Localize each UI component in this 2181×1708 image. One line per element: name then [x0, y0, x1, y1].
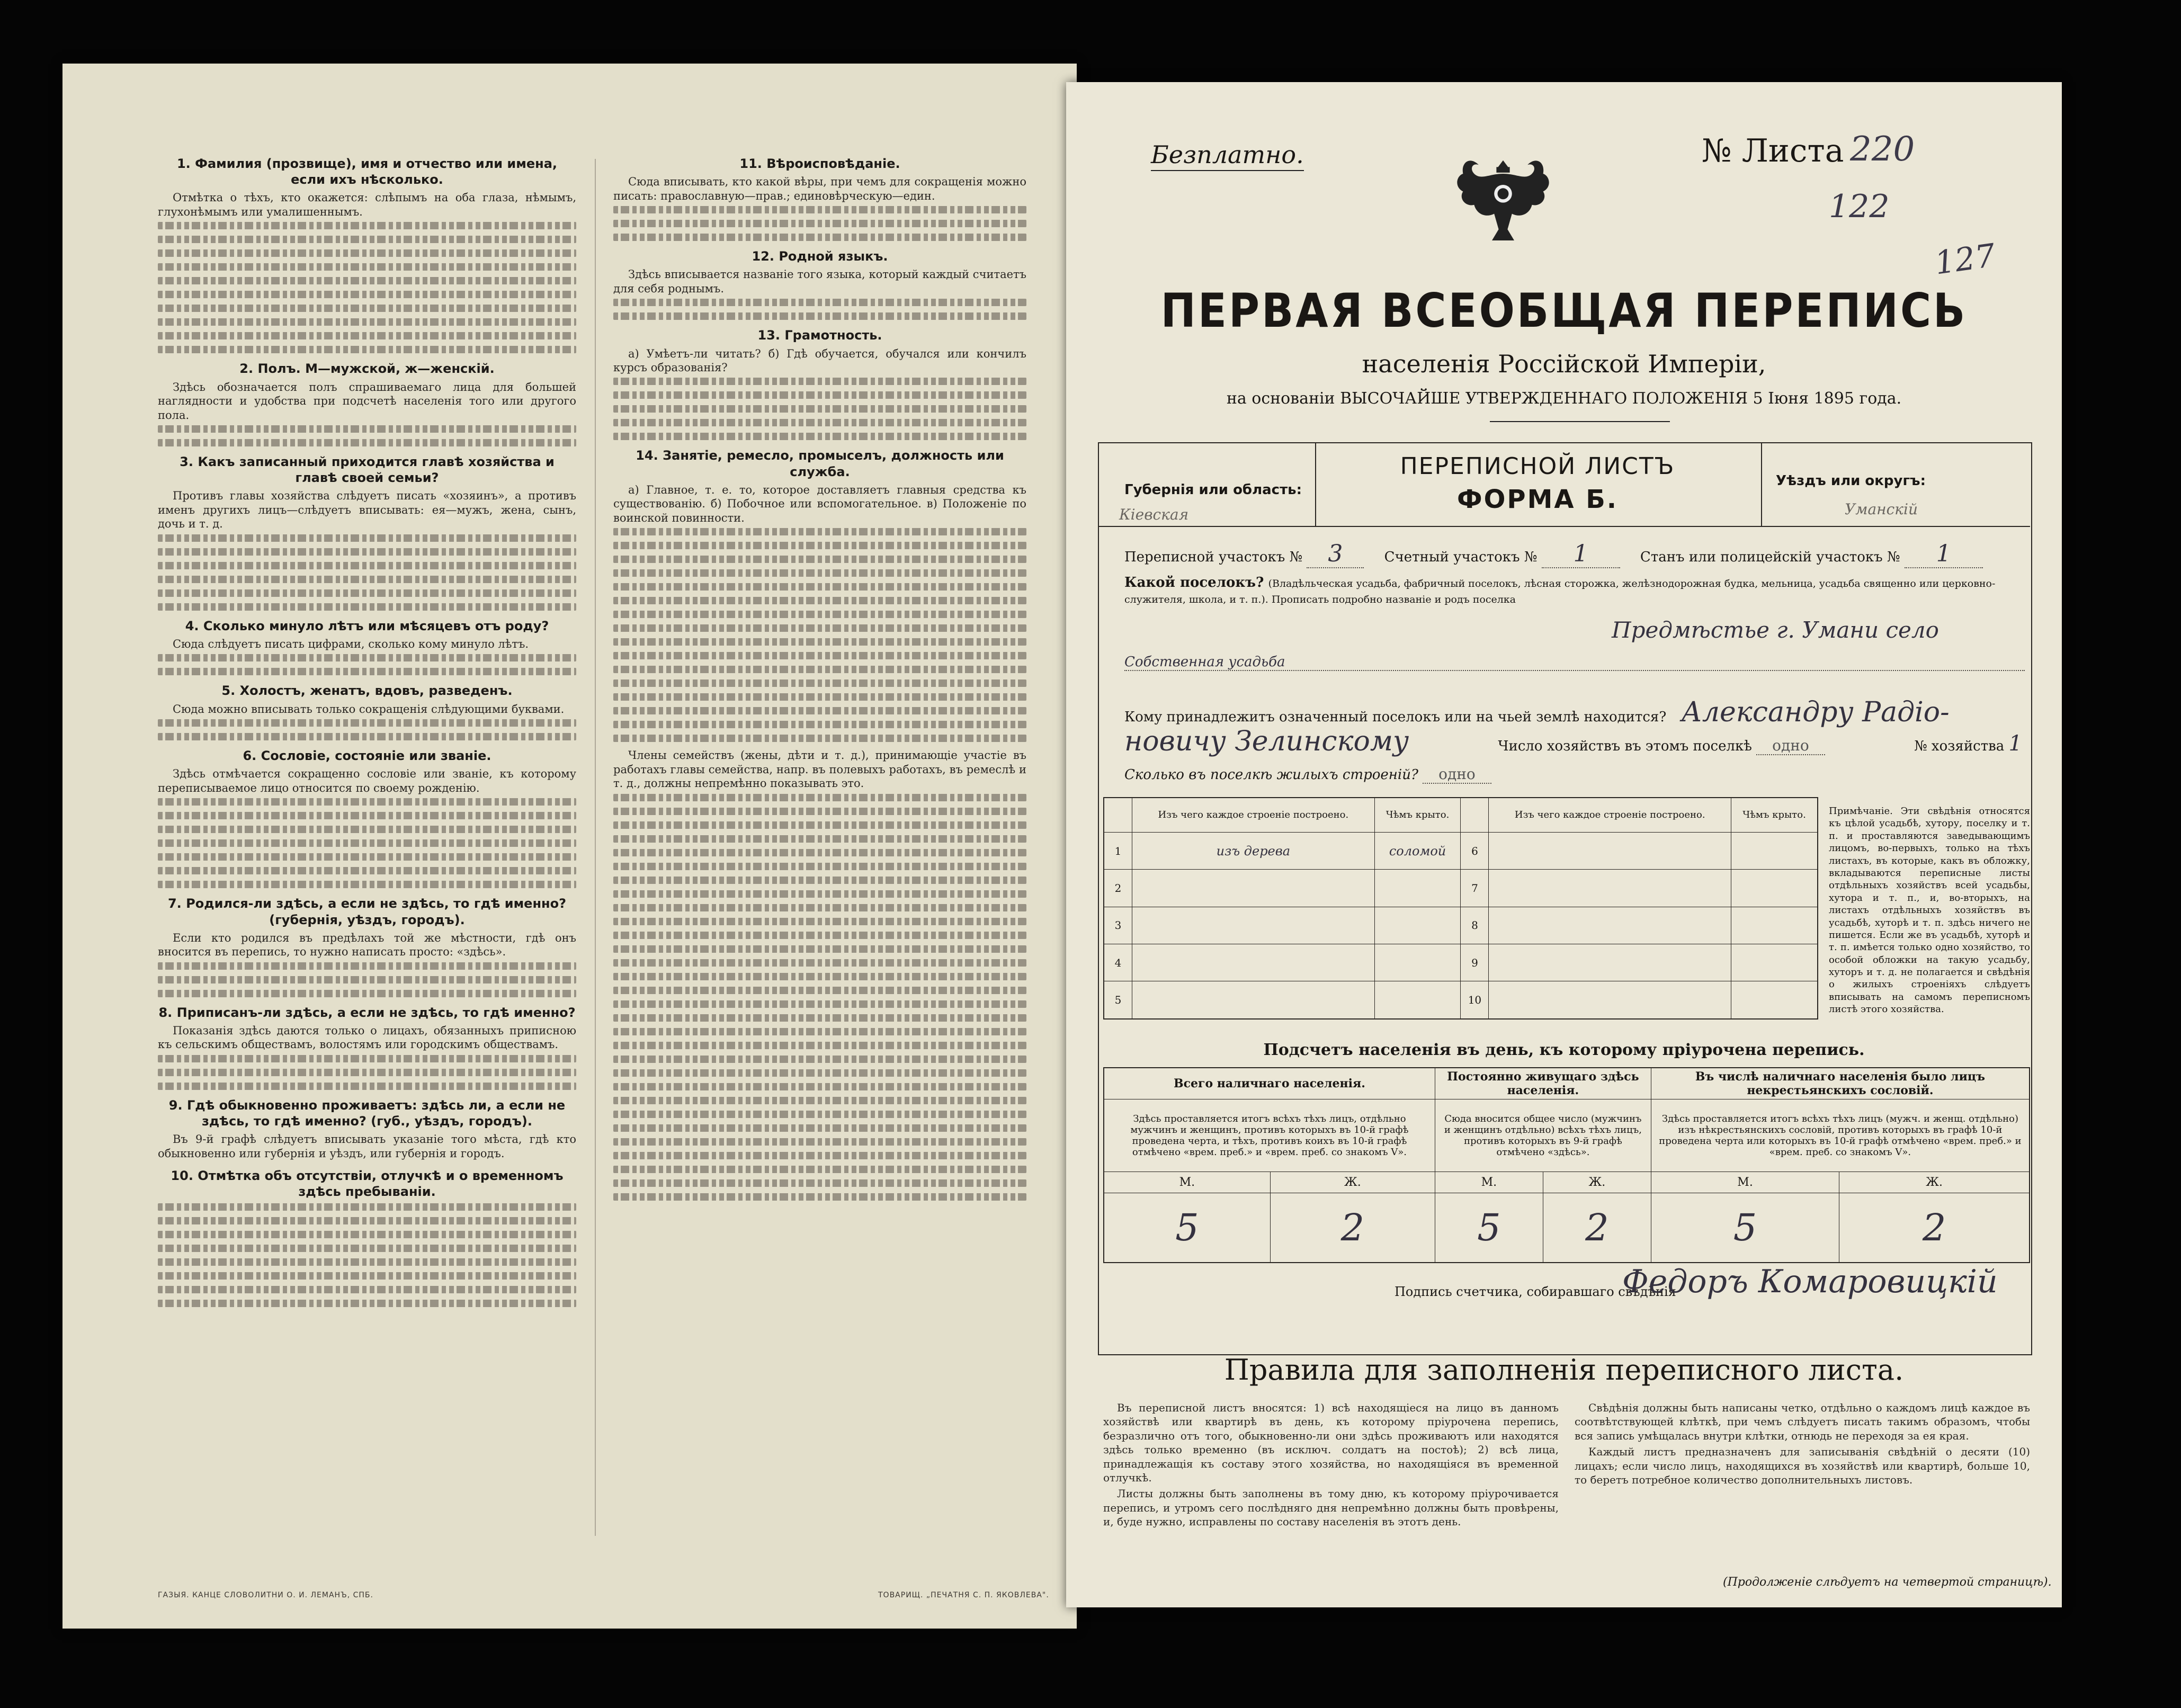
text-line [158, 853, 576, 861]
column-header: Постоянно живущаго здѣсь населенія. [1435, 1068, 1651, 1099]
owner-value-line-2: новичу Зелинскому [1124, 726, 1409, 757]
section-text: Показанія здѣсь даются только о лицахъ, обязанныхъ приписною къ сельскимъ обществамъ, волостямъ или городскимъ обществамъ. [158, 1024, 576, 1051]
buildings-table [1103, 797, 1818, 1020]
text-line [613, 638, 1026, 646]
form-header-divider [1098, 526, 2030, 527]
text-line [613, 808, 1026, 815]
table-row [1104, 832, 1818, 869]
text-line [613, 693, 1026, 701]
district-label: Уѣздъ или округъ: [1776, 473, 1926, 489]
census-subtitle: населенія Россійской Имперіи, [1362, 350, 1766, 378]
households-label: Число хозяйствъ въ этомъ поселкѣ [1498, 738, 1752, 754]
free-of-charge-label: Безплатно. [1151, 140, 1304, 171]
settlement-value-row [1124, 617, 1939, 648]
column-header: Чѣмъ крыто. [1731, 798, 1818, 832]
police-district-label: Станъ или полицейскій участокъ № [1640, 549, 1900, 565]
text-line [158, 534, 576, 542]
text-line [613, 1124, 1026, 1132]
row-number: 2 [1104, 870, 1132, 907]
enumerator-signature: Федоръ Комаровицкій [1622, 1263, 1998, 1300]
text-line [158, 589, 576, 597]
section-heading: 6. Сословіе, состояніе или званіе. [243, 748, 491, 764]
table-row [1104, 870, 1818, 907]
text-line [613, 863, 1026, 870]
settlement-value-line-2: Собственная усадьба [1124, 654, 2025, 671]
buildings-value: одно [1423, 765, 1491, 784]
text-line [158, 962, 576, 970]
roof-material [1374, 870, 1461, 907]
police-district-value: 1 [1905, 540, 1983, 568]
text-line [613, 220, 1026, 227]
section-text: Противъ главы хозяйства слѣдуетъ писать «хозяинъ», а противъ именъ другихъ лицъ—слѣдуетъ вписывать: ея—мужъ, жена, сынъ, дочь и т. д. [158, 489, 576, 531]
rules-paragraph: Въ переписной листъ вносятся: 1) всѣ находящіеся на лицо въ данномъ хозяйствѣ или квартирѣ въ день, къ которому пріурочена перепись, безразлично отъ того, обыкновенно-ли они здѣсь проживаютъ или находятся здѣсь только временно (въ исключ. солдатъ на постоѣ); 2) всѣ лица, принадлежащія къ составу этого хозяйства, но находящіяся въ временной отлучкѣ. [1103, 1401, 1559, 1484]
rules-paragraph: Каждый листъ предназначенъ для записыванія свѣдѣній о десяти (10) лицахъ; если число лицъ, находящихся въ хозяйствѣ или квартирѣ, больше 10, то беретъ потребное количество дополнительныхъ листовъ. [1575, 1445, 2030, 1486]
text-line [613, 1014, 1026, 1022]
row-number: 5 [1104, 981, 1132, 1019]
text-line [613, 433, 1026, 440]
text-line [158, 1300, 576, 1307]
title-divider [1490, 421, 1670, 422]
text-line [613, 206, 1026, 213]
text-line [613, 1042, 1026, 1049]
building-material: изъ дерева [1132, 832, 1375, 869]
text-line [613, 735, 1026, 742]
sheet-number-annotation: 122 [1829, 188, 1890, 225]
building-material [1132, 981, 1375, 1019]
text-line [613, 1000, 1026, 1008]
roof-material [1374, 907, 1461, 944]
text-line [158, 733, 576, 740]
column-header: Въ числѣ наличнаго населенія было лицъ некрестьянскихъ сословій. [1651, 1068, 2030, 1099]
section-heading: 13. Грамотность. [757, 328, 882, 343]
text-line [613, 1069, 1026, 1077]
text-line [158, 1258, 576, 1266]
column-description: Здѣсь проставляется итогъ всѣхъ тѣхъ лицъ, отдѣльно мужчинъ и женщинъ, противъ которыхъ въ 10-й графѣ проведена черта, и тѣхъ, противъ коихъ въ 10-й графѣ отмѣчено «врем. преб.» и «врем. преб. со знакомъ V». [1104, 1099, 1435, 1172]
row-number: 7 [1461, 870, 1489, 907]
section-heading: 4. Сколько минуло лѣтъ или мѣсяцевъ отъ роду? [185, 618, 549, 633]
text-line [158, 1286, 576, 1293]
text-line [158, 668, 576, 675]
text-line [613, 794, 1026, 801]
text-line [158, 812, 576, 819]
text-line [158, 603, 576, 611]
building-material [1132, 907, 1375, 944]
population-count-table [1103, 1067, 2030, 1263]
text-line [158, 236, 576, 243]
text-line [613, 904, 1026, 911]
legal-basis-line: на основаніи ВЫСОЧАЙШЕ УТВЕРЖДЕННАГО ПОЛОЖЕНІЯ 5 Іюня 1895 года. [1226, 389, 1902, 408]
text-line [158, 1272, 576, 1280]
text-line [158, 1083, 576, 1090]
column-header: Изъ чего каждое строеніе построено. [1489, 798, 1731, 832]
text-line [158, 332, 576, 339]
section-heading: 7. Родился-ли здѣсь, а если не здѣсь, то гдѣ именно? (губернія, уѣздъ, городъ). [167, 896, 567, 927]
building-material [1132, 944, 1375, 981]
text-line [158, 291, 576, 298]
owner-value-line-1: Александру Радіо- [1681, 696, 1950, 728]
text-line [158, 277, 576, 284]
text-line [613, 945, 1026, 953]
column-divider [595, 159, 596, 1536]
count-value: 5 [1651, 1193, 1839, 1263]
text-line [613, 918, 1026, 925]
count-value: 2 [1839, 1193, 2030, 1263]
text-line [158, 990, 576, 997]
text-line [613, 821, 1026, 829]
row-number: 4 [1104, 944, 1132, 981]
text-line [613, 1179, 1026, 1187]
text-line [613, 583, 1026, 591]
sex-label: Ж. [1543, 1172, 1651, 1193]
households-row [1124, 726, 2025, 757]
text-line [613, 542, 1026, 549]
text-line [158, 798, 576, 806]
text-line [158, 1231, 576, 1238]
text-line [613, 391, 1026, 399]
roof-material [1374, 981, 1461, 1019]
text-line [158, 881, 576, 888]
text-line [613, 611, 1026, 618]
text-line [158, 263, 576, 271]
section-text: Если кто родился въ предѣлахъ той же мѣстности, гдѣ онъ вносится въ перепись, то нужно написать просто: «здѣсь». [158, 931, 576, 959]
text-line [158, 719, 576, 727]
settlement-row [1124, 575, 2025, 606]
buildings-label: Сколько въ поселкѣ жилыхъ строеній? [1124, 767, 1418, 783]
text-line [613, 556, 1026, 563]
section-text: Здѣсь вписывается названіе того языка, который каждый считаетъ для себя роднымъ. [613, 268, 1026, 295]
column-description: Сюда вносится общее число (мужчинъ и женщинъ отдѣльно) всѣхъ тѣхъ лицъ, противъ которыхъ въ 9-й графѣ отмѣчено «здѣсь». [1435, 1099, 1651, 1172]
text-line [613, 1152, 1026, 1159]
text-line [613, 1083, 1026, 1090]
text-line [158, 249, 576, 257]
sex-label: М. [1104, 1172, 1270, 1193]
section-heading: 1. Фамилия (прозвище), имя и отчество или имена, если ихъ нѣсколько. [176, 156, 558, 187]
table-header-row [1104, 798, 1818, 832]
text-line [158, 654, 576, 661]
sheet-number-annotation-2: 127 [1932, 237, 1998, 282]
text-line [613, 890, 1026, 898]
rules-column-left [1103, 1401, 1559, 1531]
double-headed-eagle-icon [1447, 140, 1559, 252]
section-text: Здѣсь обозначается полъ спрашиваемаго лица для большей наглядности и удобства при подсчетѣ населенія того или другого пола. [158, 380, 576, 422]
section-text: Сюда можно вписывать только сокращенія слѣдующими буквами. [173, 702, 565, 716]
section-text: Въ 9-й графѣ слѣдуетъ вписывать указаніе того мѣста, гдѣ кто обыкновенно или губернія и уѣздъ, или губернія и городъ. [158, 1133, 576, 1160]
building-material [1489, 907, 1731, 944]
building-material [1489, 981, 1731, 1019]
text-line [158, 425, 576, 433]
table-row [1104, 1193, 2030, 1263]
district-numbers-row [1124, 540, 1983, 567]
text-line [613, 528, 1026, 535]
text-line [613, 652, 1026, 659]
building-material [1489, 870, 1731, 907]
form-title: ПЕРЕПИСНОЙ ЛИСТЪ [1400, 453, 1675, 480]
text-line [613, 378, 1026, 385]
text-line [613, 721, 1026, 728]
text-line [158, 576, 576, 583]
sheet-number-value: 220 [1850, 130, 1915, 169]
section-heading: 14. Занятіе, ремесло, промыселъ, должность или служба. [636, 448, 1004, 479]
text-line [613, 666, 1026, 673]
text-line [158, 976, 576, 983]
table-row [1104, 1099, 2030, 1172]
section-text: Отмѣтка о тѣхъ, кто окажется: слѣпымъ на оба глаза, нѣмымъ, глухонѣмымъ или умалишеннымъ. [158, 191, 576, 218]
text-line [613, 624, 1026, 632]
roof-material [1731, 944, 1818, 981]
text-line [158, 839, 576, 847]
column-header: Чѣмъ крыто. [1374, 798, 1461, 832]
text-line [158, 1055, 576, 1062]
census-district-label: Переписной участокъ № [1124, 549, 1303, 565]
text-line [158, 548, 576, 556]
count-value: 2 [1543, 1193, 1651, 1263]
roof-material: соломой [1374, 832, 1461, 869]
text-line [158, 439, 576, 446]
table-row [1104, 981, 1818, 1019]
row-number: 10 [1461, 981, 1489, 1019]
section-text: а) Главное, т. е. то, которое доставляетъ главныя средства къ существованію. б) Побочное или вспомогательное. в) Положеніе по воинской повинности. [613, 483, 1026, 524]
census-district-value: 3 [1307, 540, 1364, 568]
buildings-note: Примѣчаніе. Эти свѣдѣнія относятся къ цѣлой усадьбѣ, хутору, поселку и т. п. и проставляются заведывающимъ лицомъ, во-первыхъ, только на тѣхъ листахъ, въ которые, какъ въ обложку, вкладываются переписные листы отдѣльныхъ хозяйствъ всей усадьбы, хутора и т. п., и, во-вторыхъ, на листахъ отдѣльныхъ хозяйствъ въ усадьбѣ, хуторѣ и т. п. здѣсь ничего не пишется. Если же въ усадьбѣ, хуторѣ и т. п. имѣется только одно хозяйство, то особой обложки на такую усадьбу, хуторъ и т. д. не полагается и свѣдѣнія о жилыхъ строеніяхъ слѣдуетъ вписывать на самомъ переписномъ листѣ этого хозяйства. [1829, 806, 2030, 1015]
text-line [613, 312, 1026, 320]
text-line [158, 346, 576, 353]
count-value: 5 [1104, 1193, 1270, 1263]
roof-material [1374, 944, 1461, 981]
row-number: 3 [1104, 907, 1132, 944]
section-text: а) Умѣетъ-ли читать? б) Гдѣ обучается, обучался или кончилъ курсъ образованія? [613, 347, 1026, 374]
roof-material [1731, 870, 1818, 907]
form-subtitle: ФОРМА Б. [1456, 485, 1619, 514]
building-material [1489, 832, 1731, 869]
district-value: Уманскій [1845, 500, 1918, 518]
text-line [613, 1111, 1026, 1118]
rules-column-right [1575, 1401, 2030, 1489]
text-line [613, 299, 1026, 306]
census-title: ПЕРВАЯ ВСЕОБЩАЯ ПЕРЕПИСЬ [1160, 283, 1968, 338]
text-line [613, 1138, 1026, 1146]
text-line [158, 305, 576, 312]
section-heading: 8. Приписанъ-ли здѣсь, а если не здѣсь, то гдѣ именно? [158, 1005, 576, 1020]
building-material [1489, 944, 1731, 981]
text-line [613, 419, 1026, 426]
right-page-census-form [1066, 82, 2062, 1607]
table-row [1104, 944, 1818, 981]
section-text: Члены семействъ (жены, дѣти и т. д.), принимающіе участіе въ работахъ главы семейства, напр. въ полевыхъ работахъ, въ ремеслѣ и т. д., должны непремѣнно показывать это. [613, 749, 1026, 790]
signature-label: Подпись счетчика, собиравшаго свѣдѣнія [1395, 1284, 1676, 1299]
roof-material [1731, 981, 1818, 1019]
text-line [613, 597, 1026, 604]
count-district-value: 1 [1542, 540, 1620, 568]
text-line [158, 318, 576, 326]
printer-imprint-right: ТОВАРИЩ. „ПЕЧАТНЯ С. П. ЯКОВЛЕВА". [878, 1591, 1049, 1599]
section-text: Сюда слѣдуетъ писать цифрами, сколько кому минуло лѣтъ. [173, 638, 529, 651]
row-number: 9 [1461, 944, 1489, 981]
text-line [158, 562, 576, 569]
text-line [613, 1166, 1026, 1173]
households-value: одно [1756, 737, 1825, 755]
count-value: 5 [1435, 1193, 1543, 1263]
text-line [613, 1056, 1026, 1063]
text-line [158, 1203, 576, 1211]
text-line [158, 826, 576, 833]
rules-paragraph: Свѣдѣнія должны быть написаны четко, отдѣльно о каждомъ лицѣ каждое въ соотвѣтствующей клѣткѣ, при чемъ слѣдуетъ писать такимъ образомъ, чтобы вся запись умѣщалась внутри клѣтки, отнюдь не переходя за ея края. [1575, 1401, 2030, 1442]
text-line [613, 1097, 1026, 1104]
text-line [613, 234, 1026, 241]
row-number: 6 [1461, 832, 1489, 869]
text-line [158, 867, 576, 874]
sex-label: М. [1651, 1172, 1839, 1193]
roof-material [1731, 832, 1818, 869]
section-heading: 3. Какъ записанный приходится главѣ хозяйства и главѣ своей семьи? [180, 454, 555, 486]
table-row [1104, 907, 1818, 944]
column-header: Изъ чего каждое строеніе построено. [1132, 798, 1375, 832]
province-label: Губернія или область: [1124, 482, 1302, 498]
section-text: Здѣсь отмѣчается сокращенно сословіе или званіе, къ которому переписываемое лицо относится по своему рожденію. [158, 767, 576, 794]
text-line [613, 973, 1026, 980]
row-number: 8 [1461, 907, 1489, 944]
continuation-note: (Продолженіе слѣдуетъ на четвертой страницѣ). [1723, 1576, 2052, 1589]
section-heading: 11. Вѣроисповѣданіе. [739, 156, 900, 171]
sex-label: Ж. [1270, 1172, 1435, 1193]
text-line [613, 835, 1026, 843]
text-line [613, 877, 1026, 884]
text-line [613, 1193, 1026, 1201]
buildings-row [1124, 765, 1491, 783]
text-line [613, 959, 1026, 967]
roof-material [1731, 907, 1818, 944]
sex-label: Ж. [1839, 1172, 2030, 1193]
text-line [158, 1217, 576, 1224]
sex-label: М. [1435, 1172, 1543, 1193]
sheet-number-label: № Листа [1702, 132, 1844, 169]
settlement-value-line-1: Предмѣстье г. Умани село [1612, 617, 1939, 643]
rules-title: Правила для заполненія переписного листа. [1224, 1353, 1904, 1387]
owner-label: Кому принадлежитъ означенный поселокъ или на чьей землѣ находится? [1124, 709, 1667, 725]
instructions-column-left [158, 148, 576, 1570]
printer-imprint-left: ГАЗЫЯ. КАНЦЕ СЛОВОЛИТНИ О. И. ЛЕМАНЪ, СПБ. [158, 1591, 373, 1599]
column-header: Всего наличнаго населенія. [1104, 1068, 1435, 1099]
row-number: 1 [1104, 832, 1132, 869]
text-line [613, 932, 1026, 939]
owner-row [1124, 696, 1950, 728]
table-row [1104, 1172, 2030, 1193]
building-material [1132, 870, 1375, 907]
text-line [613, 849, 1026, 856]
household-number-label: № хозяйства [1914, 738, 2005, 754]
text-line [613, 1028, 1026, 1035]
text-line [613, 987, 1026, 994]
province-value: Кіевская [1119, 506, 1189, 523]
text-line [158, 1069, 576, 1076]
table-header-row [1104, 1068, 2030, 1099]
text-line [613, 707, 1026, 714]
section-heading: 10. Отмѣтка объ отсутствіи, отлучкѣ и о временномъ здѣсь пребываніи. [171, 1168, 564, 1200]
text-line [613, 679, 1026, 687]
section-text: Сюда вписывать, кто какой вѣры, при чемъ для сокращенія можно писать: православную—прав.; единовѣрческую—един. [613, 175, 1026, 202]
text-line [613, 405, 1026, 413]
section-heading: 2. Полъ. М—мужской, ж—женскій. [239, 361, 495, 377]
text-line [613, 569, 1026, 577]
section-heading: 9. Гдѣ обыкновенно проживаетъ: здѣсь ли, а если не здѣсь, то гдѣ именно? (губ., уѣздъ, городъ). [168, 1097, 566, 1129]
left-page [62, 64, 1077, 1629]
instructions-column-right [613, 148, 1026, 1570]
settlement-hint: (Владѣльческая усадьба, фабричный поселокъ, лѣсная сторожка, желѣзнодорожная будка, мельница, усадьба священно или церковно-служителя, школа, и т. п.). Прописать подробно названіе и родъ поселка [1124, 578, 1996, 605]
count-district-label: Счетный участокъ № [1384, 549, 1538, 565]
population-count-title: Подсчетъ населенія въ день, къ которому пріурочена перепись. [1263, 1041, 1865, 1059]
section-heading: 5. Холостъ, женатъ, вдовъ, разведенъ. [221, 683, 513, 699]
column-description: Здѣсь проставляется итогъ всѣхъ тѣхъ лицъ (мужч. и женщ. отдѣльно) изъ нѣкрестьянскихъ сословій, противъ которыхъ въ графѣ 10-й проведена черта или которыхъ въ 10-й графѣ отмѣчено «врем. преб.» и «врем. преб. со знакомъ V». [1651, 1099, 2030, 1172]
rules-paragraph: Листы должны быть заполнены въ тому дню, къ которому пріурочивается перепись, и утромъ сего послѣдняго дня непремѣнно должны быть провѣрены, и, буде нужно, исправлены по составу населенія въ этотъ день. [1103, 1487, 1559, 1528]
text-line [158, 1245, 576, 1252]
section-heading: 12. Родной языкъ. [752, 249, 888, 264]
settlement-label: Какой поселокъ? [1124, 575, 1264, 591]
text-line [158, 222, 576, 229]
count-value: 2 [1270, 1193, 1435, 1263]
household-number-value: 1 [2008, 731, 2022, 756]
